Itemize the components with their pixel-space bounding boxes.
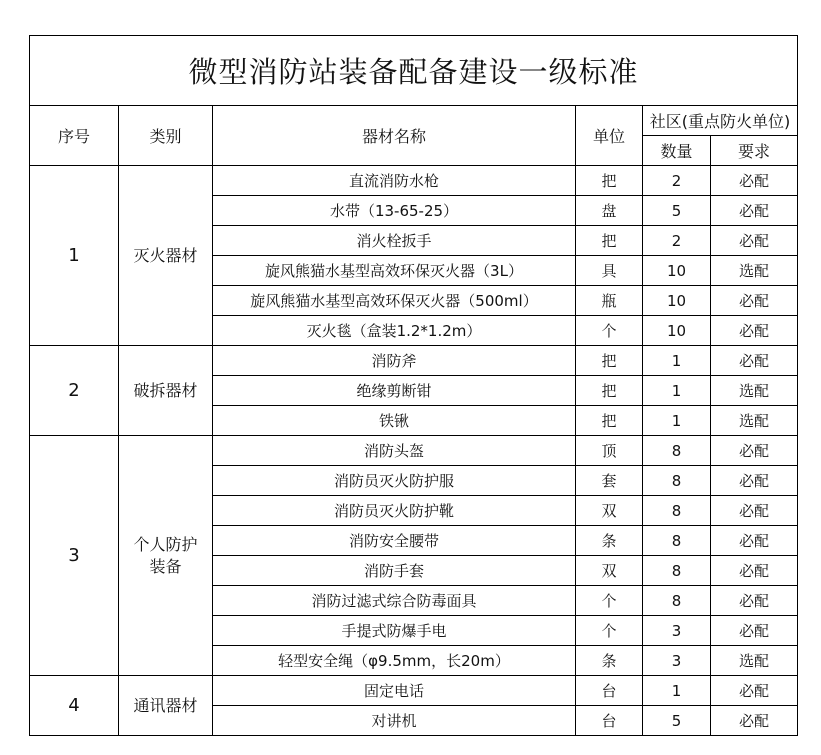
item-unit: 瓶 (576, 286, 643, 316)
item-name: 水带（13-65-25） (213, 196, 576, 226)
item-name: 对讲机 (213, 706, 576, 736)
item-name: 消防斧 (213, 346, 576, 376)
item-quantity: 1 (643, 406, 711, 436)
item-unit: 把 (576, 346, 643, 376)
item-requirement: 必配 (711, 556, 798, 586)
header-row (30, 106, 798, 136)
table-row (30, 676, 798, 706)
item-unit: 个 (576, 586, 643, 616)
item-quantity: 1 (643, 376, 711, 406)
header-unit: 单位 (576, 106, 643, 166)
item-quantity: 8 (643, 466, 711, 496)
item-unit: 把 (576, 166, 643, 196)
item-name: 消火栓扳手 (213, 226, 576, 256)
item-quantity: 2 (643, 226, 711, 256)
item-requirement: 必配 (711, 316, 798, 346)
item-name: 消防手套 (213, 556, 576, 586)
equipment-table (29, 35, 798, 736)
item-requirement: 必配 (711, 496, 798, 526)
item-unit: 个 (576, 616, 643, 646)
item-name: 消防员灭火防护服 (213, 466, 576, 496)
item-requirement: 必配 (711, 436, 798, 466)
table-row (30, 166, 798, 196)
item-name: 消防过滤式综合防毒面具 (213, 586, 576, 616)
item-name: 绝缘剪断钳 (213, 376, 576, 406)
header-category: 类别 (119, 106, 213, 166)
item-name: 直流消防水枪 (213, 166, 576, 196)
item-requirement: 必配 (711, 196, 798, 226)
item-unit: 把 (576, 226, 643, 256)
item-quantity: 2 (643, 166, 711, 196)
item-quantity: 3 (643, 646, 711, 676)
item-name: 旋风熊猫水基型高效环保灭火器（500ml） (213, 286, 576, 316)
item-quantity: 8 (643, 496, 711, 526)
item-requirement: 选配 (711, 406, 798, 436)
item-requirement: 必配 (711, 286, 798, 316)
item-name: 灭火毯（盒装1.2*1.2m） (213, 316, 576, 346)
item-quantity: 8 (643, 586, 711, 616)
item-requirement: 必配 (711, 226, 798, 256)
group-seq: 3 (30, 436, 119, 676)
item-requirement: 必配 (711, 706, 798, 736)
item-quantity: 8 (643, 556, 711, 586)
item-name: 手提式防爆手电 (213, 616, 576, 646)
item-unit: 把 (576, 406, 643, 436)
item-requirement: 必配 (711, 346, 798, 376)
category-label: 灭火器材 (133, 245, 198, 265)
item-requirement: 必配 (711, 676, 798, 706)
item-requirement: 必配 (711, 616, 798, 646)
item-unit: 台 (576, 706, 643, 736)
title-row (30, 36, 798, 106)
item-quantity: 3 (643, 616, 711, 646)
item-quantity: 1 (643, 346, 711, 376)
item-requirement: 必配 (711, 526, 798, 556)
item-quantity: 8 (643, 436, 711, 466)
item-unit: 条 (576, 526, 643, 556)
header-requirement: 要求 (711, 136, 798, 166)
item-quantity: 1 (643, 676, 711, 706)
item-quantity: 5 (643, 196, 711, 226)
header-name: 器材名称 (213, 106, 576, 166)
group-category (119, 436, 213, 676)
category-label: 装备 (149, 556, 182, 576)
table-row (30, 436, 798, 466)
item-quantity: 10 (643, 316, 711, 346)
category-label: 通讯器材 (133, 695, 198, 715)
item-name: 铁锹 (213, 406, 576, 436)
page-title: 微型消防站装备配备建设一级标准 (30, 36, 798, 106)
item-requirement: 选配 (711, 646, 798, 676)
item-quantity: 5 (643, 706, 711, 736)
item-requirement: 必配 (711, 166, 798, 196)
group-seq: 1 (30, 166, 119, 346)
equipment-standard-sheet (29, 35, 798, 736)
header-seq: 序号 (30, 106, 119, 166)
item-unit: 把 (576, 376, 643, 406)
item-name: 消防安全腰带 (213, 526, 576, 556)
item-quantity: 8 (643, 526, 711, 556)
item-unit: 台 (576, 676, 643, 706)
group-category (119, 346, 213, 436)
item-quantity: 10 (643, 256, 711, 286)
item-name: 消防员灭火防护靴 (213, 496, 576, 526)
item-requirement: 选配 (711, 376, 798, 406)
item-name: 固定电话 (213, 676, 576, 706)
header-quantity: 数量 (643, 136, 711, 166)
header-community: 社区(重点防火单位) (643, 106, 798, 136)
table-row (30, 346, 798, 376)
item-unit: 顶 (576, 436, 643, 466)
group-category (119, 676, 213, 736)
item-name: 轻型安全绳（φ9.5mm，长20m） (213, 646, 576, 676)
item-name: 消防头盔 (213, 436, 576, 466)
item-unit: 个 (576, 316, 643, 346)
group-seq: 4 (30, 676, 119, 736)
item-name: 旋风熊猫水基型高效环保灭火器（3L） (213, 256, 576, 286)
group-seq: 2 (30, 346, 119, 436)
item-requirement: 必配 (711, 586, 798, 616)
item-requirement: 选配 (711, 256, 798, 286)
item-unit: 盘 (576, 196, 643, 226)
item-quantity: 10 (643, 286, 711, 316)
item-unit: 套 (576, 466, 643, 496)
category-label: 破拆器材 (133, 380, 198, 400)
item-unit: 具 (576, 256, 643, 286)
group-category (119, 166, 213, 346)
item-unit: 条 (576, 646, 643, 676)
category-label: 个人防护 (133, 534, 198, 554)
item-unit: 双 (576, 496, 643, 526)
item-requirement: 必配 (711, 466, 798, 496)
item-unit: 双 (576, 556, 643, 586)
